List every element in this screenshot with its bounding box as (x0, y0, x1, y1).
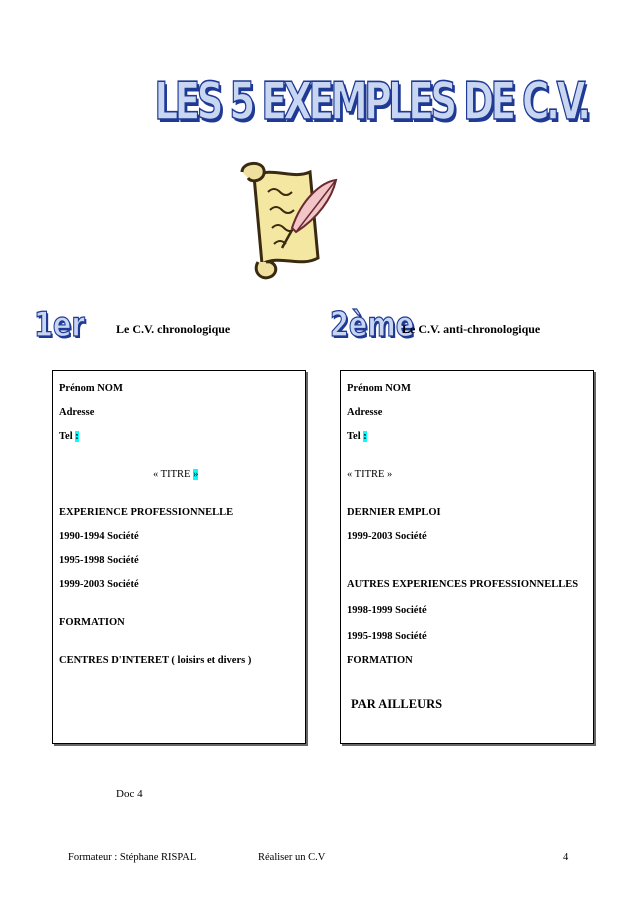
doc-label: Doc 4 (116, 788, 143, 800)
cv-tel-label: Tel (59, 431, 73, 442)
cv-job: 1990-1994 Société (59, 531, 139, 542)
cv-address: Adresse (59, 407, 95, 418)
cv-section-experience: EXPERIENCE PROFESSIONNELLE (59, 507, 234, 518)
footer-course: Réaliser un C.V (258, 852, 326, 863)
cv-job: 1995-1998 Société (347, 631, 427, 642)
cv-name: Prénom NOM (347, 383, 411, 394)
cv-heading-chronological: Le C.V. chronologique (116, 322, 231, 336)
cv-section-other: PAR AILLEURS (351, 697, 443, 711)
cv-section-interests: CENTRES D'INTERET ( loisirs et divers ) (59, 655, 252, 666)
cv-tel-highlight: : (75, 431, 79, 442)
cv-heading-anti-chronological: Le C.V. anti-chronologique (402, 322, 541, 336)
cv-tel-label: Tel (347, 431, 361, 442)
rank-second: 2ème (330, 305, 415, 345)
cv-job: 1995-1998 Société (59, 555, 139, 566)
cv-titre: « TITRE » (347, 469, 393, 480)
rank-first: 1er (34, 305, 85, 345)
cv-box-chronological (52, 370, 306, 744)
cv-section-last-job: DERNIER EMPLOI (347, 507, 441, 518)
cv-titre-highlight: » (193, 469, 199, 480)
cv-job: 1999-2003 Société (59, 579, 139, 590)
cv-section-formation: FORMATION (347, 655, 413, 666)
footer-page-number: 4 (563, 852, 569, 863)
cv-tel (59, 431, 79, 442)
cv-titre (153, 469, 198, 480)
cv-name: Prénom NOM (59, 383, 123, 394)
cv-job: 1998-1999 Société (347, 605, 427, 616)
cv-tel (347, 431, 367, 442)
page-title: LES 5 EXEMPLES DE C.V. (154, 72, 588, 132)
footer-author: Formateur : Stéphane RISPAL (68, 852, 197, 863)
cv-section-other-experience: AUTRES EXPERIENCES PROFESSIONNELLES (347, 579, 579, 590)
scroll-quill-icon (232, 158, 342, 288)
cv-address: Adresse (347, 407, 383, 418)
cv-tel-highlight: : (363, 431, 367, 442)
cv-box-anti-chronological (340, 370, 594, 744)
cv-titre-label: « TITRE (153, 469, 191, 480)
cv-section-formation: FORMATION (59, 617, 125, 628)
cv-job: 1999-2003 Société (347, 531, 427, 542)
